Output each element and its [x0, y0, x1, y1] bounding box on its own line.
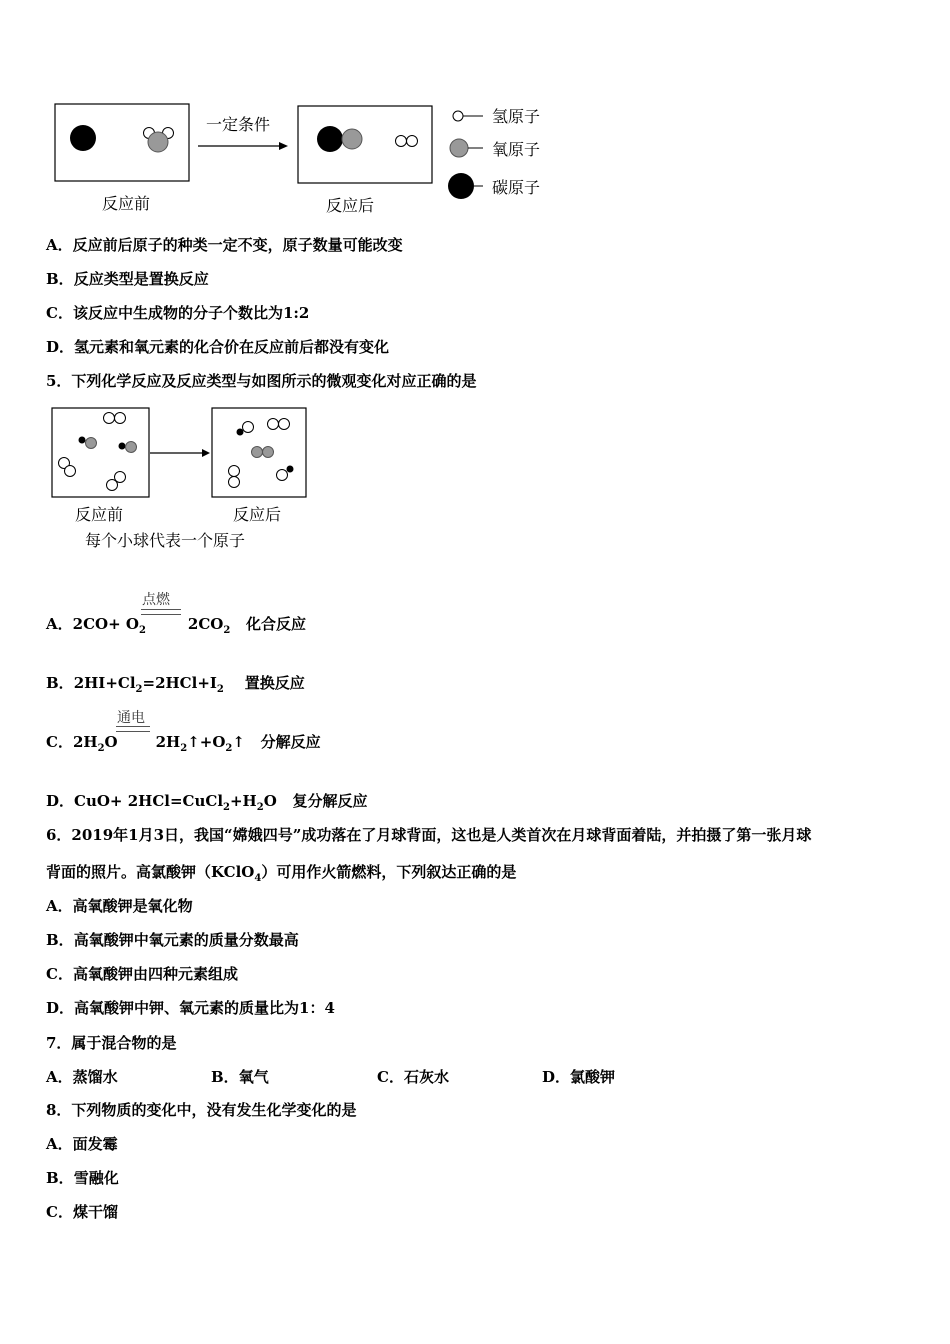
legend-hydrogen-label: 氢原子 [492, 107, 541, 126]
large-atom [86, 438, 97, 449]
q7-stem: 7．属于混合物的是 [46, 1034, 177, 1052]
q4-option-d: D．氢元素和氧元素的化合价在反应前后都没有变化 [46, 338, 390, 356]
fig2-caption: 每个小球代表一个原子 [85, 531, 246, 550]
q6-option-c: C．高氧酸钾由四种元素组成 [46, 965, 238, 983]
small-atom [79, 437, 86, 444]
q8-option-a: A．面发霉 [46, 1135, 118, 1153]
q5-option-c: C．$2H_2O$ $2H_2↑+O_2↑$ 分解反应 [46, 733, 321, 754]
hydrogen-atom [407, 136, 418, 147]
carbon-atom-icon [448, 173, 474, 199]
hydrogen-atom [104, 413, 115, 424]
q7-option-b: B．氧气 [211, 1068, 269, 1086]
hydrogen-atom [279, 419, 290, 430]
large-atom [252, 447, 263, 458]
q4-option-c: C．该反应中生成物的分子个数比为1:2 [46, 304, 310, 322]
before-box [52, 408, 149, 497]
hydrogen-atom-icon [453, 111, 463, 121]
small-atom [119, 443, 126, 450]
q5-option-a: A．$2CO+ O_2$ $2CO_2$ 化合反应 [46, 615, 307, 636]
hydrogen-atom [65, 466, 76, 477]
arrow-head [202, 449, 210, 457]
q7-option-c: C．石灰水 [377, 1068, 449, 1086]
q7-option-d: D．氯酸钾 [542, 1068, 616, 1086]
hydrogen-atom [277, 470, 288, 481]
q6-stem-line1: 6．2019年1月3日，我国“嫦娥四号”成功落在了月球背面，这也是人类首次在月球背面着陆，并拍摄了第一张月球 [46, 826, 812, 844]
q4-option-b: B．反应类型是置换反应 [46, 270, 209, 288]
oxygen-atom [148, 132, 168, 152]
large-atom [263, 447, 274, 458]
fig2-after-label: 反应后 [233, 505, 282, 524]
arrow-head [279, 142, 288, 150]
q4-option-a: A．反应前后原子的种类一定不变，原子数量可能改变 [46, 236, 403, 254]
q6-stem-line2: 背面的照片。高氯酸钾（KClO$_4$）可用作火箭燃料，下列叙达正确的是 [46, 863, 517, 884]
hydrogen-atom [229, 466, 240, 477]
hydrogen-atom [268, 419, 279, 430]
q5-option-d: D．$CuO+ 2HCl=CuCl_2+H_2O$ 复分解反应 [46, 792, 368, 813]
q8-option-c: C．煤干馏 [46, 1203, 118, 1221]
q6-option-d: D．高氧酸钾中钾、氧元素的质量比为1：4 [46, 999, 335, 1017]
fig1-after-label: 反应后 [326, 196, 375, 215]
hydrogen-atom [396, 136, 407, 147]
carbon-atom [317, 126, 343, 152]
small-atom [237, 429, 244, 436]
reaction-diagram-2 [50, 405, 312, 501]
fig2-before-label: 反应前 [75, 505, 124, 524]
hydrogen-atom [229, 477, 240, 488]
q8-option-b: B．雪融化 [46, 1169, 119, 1187]
legend-carbon-label: 碳原子 [492, 178, 541, 197]
q5-stem: 5．下列化学反应及反应类型与如图所示的微观变化对应正确的是 [46, 372, 477, 390]
small-atom [287, 466, 294, 473]
oxygen-atom-icon [450, 139, 468, 157]
oxygen-atom [342, 129, 362, 149]
hydrogen-atom [115, 413, 126, 424]
hydrogen-atom [243, 422, 254, 433]
legend-oxygen-label: 氧原子 [492, 140, 541, 159]
condition-ignite: 点燃 [142, 592, 170, 608]
carbon-atom [70, 125, 96, 151]
q8-stem: 8．下列物质的变化中，没有发生化学变化的是 [46, 1101, 357, 1119]
q7-option-a: A．蒸馏水 [46, 1068, 118, 1086]
q6-option-b: B．高氧酸钾中氧元素的质量分数最高 [46, 931, 299, 949]
condition-electrolysis: 通电 [117, 710, 145, 726]
q6-option-a: A．高氧酸钾是氧化物 [46, 897, 193, 915]
hydrogen-atom [107, 480, 118, 491]
fig1-arrow-label: 一定条件 [206, 115, 271, 134]
q5-option-b: B．$2HI+Cl_2=2HCl+I_2$ 置换反应 [46, 674, 305, 695]
fig1-before-label: 反应前 [102, 194, 151, 213]
large-atom [126, 442, 137, 453]
